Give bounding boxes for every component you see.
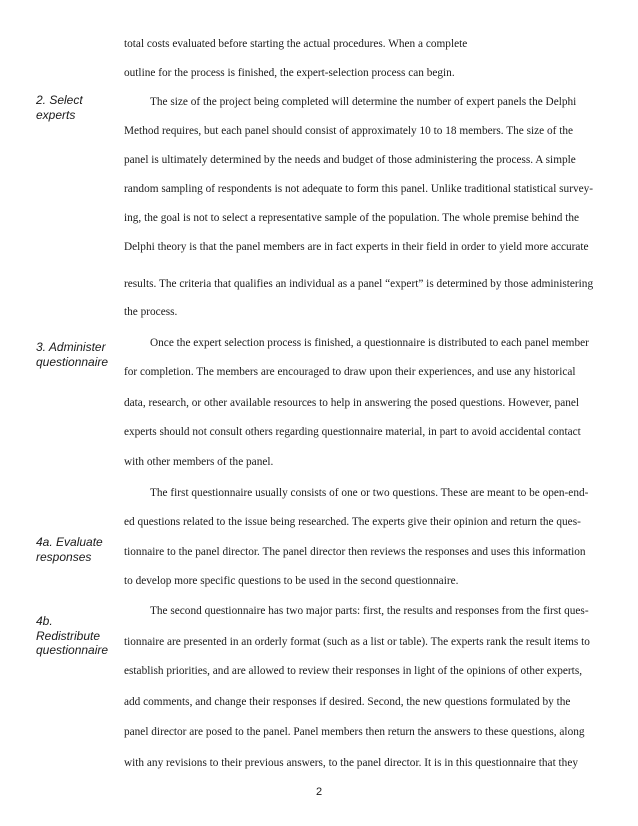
body-text-line: the process. — [124, 306, 178, 318]
body-text-line: The first questionnaire usually consists of one or two questions. These are meant to be open-end- — [150, 487, 589, 499]
body-text-line: to develop more specific questions to be used in the second questionnaire. — [124, 575, 459, 587]
body-text-line: outline for the process is finished, the expert-selection process can begin. — [124, 67, 455, 79]
body-text-line: tionnaire are presented in an orderly format (such as a list or table). The experts rank the result items to — [124, 636, 590, 648]
margin-note-administer-questionnaire: 3. Administer questionnaire — [36, 340, 109, 369]
body-text-line: ed questions related to the issue being researched. The experts give their opinion and return the ques- — [124, 516, 581, 528]
body-text-line: ing, the goal is not to select a representative sample of the population. The whole premise behind the — [124, 212, 579, 224]
body-text-line: add comments, and change their responses if desired. Second, the new questions formulated by the — [124, 696, 571, 708]
body-text-line: with other members of the panel. — [124, 456, 274, 468]
body-text-line: The size of the project being completed will determine the number of expert panels the Delphi — [150, 96, 577, 108]
margin-note-select-experts: 2. Select experts — [36, 93, 83, 122]
body-text-line: Once the expert selection process is finished, a questionnaire is distributed to each panel member — [150, 337, 589, 349]
body-text-line: total costs evaluated before starting the actual procedures. When a complete — [124, 38, 468, 50]
margin-note-evaluate-responses: 4a. Evaluate responses — [36, 535, 103, 564]
body-text-line: results. The criteria that qualifies an individual as a panel “expert” is determined by those administering — [124, 278, 594, 290]
body-text-line: panel is ultimately determined by the needs and budget of those administering the process. A simple — [124, 154, 576, 166]
body-text-line: The second questionnaire has two major parts: first, the results and responses from the first ques- — [150, 605, 589, 617]
body-text-line: for completion. The members are encouraged to draw upon their experiences, and use any historical — [124, 366, 576, 378]
body-text-line: data, research, or other available resources to help in answering the posed questions. However, panel — [124, 397, 580, 409]
body-text-line: random sampling of respondents is not adequate to form this panel. Unlike traditional statistical survey- — [124, 183, 594, 195]
margin-note-redistribute-questionnaire: 4b. Redistribute questionnaire — [36, 614, 109, 657]
body-text-line: Method requires, but each panel should consist of approximately 10 to 18 members. The size of the — [124, 125, 574, 137]
body-text-line: tionnaire to the panel director. The panel director then reviews the responses and uses this information — [124, 546, 586, 558]
page-number: 2 — [315, 786, 323, 798]
body-text-line: establish priorities, and are allowed to review their responses in light of the opinions of other experts, — [124, 665, 583, 677]
body-text-line: experts should not consult others regarding questionnaire material, in part to avoid accidental contact — [124, 426, 581, 438]
body-text-line: with any revisions to their previous answers, to the panel director. It is in this questionnaire that they — [124, 757, 578, 769]
body-text-line: Delphi theory is that the panel members are in fact experts in their field in order to yield more accurate — [124, 241, 589, 253]
body-text-line: panel director are posed to the panel. Panel members then return the answers to these questions, along — [124, 726, 585, 738]
